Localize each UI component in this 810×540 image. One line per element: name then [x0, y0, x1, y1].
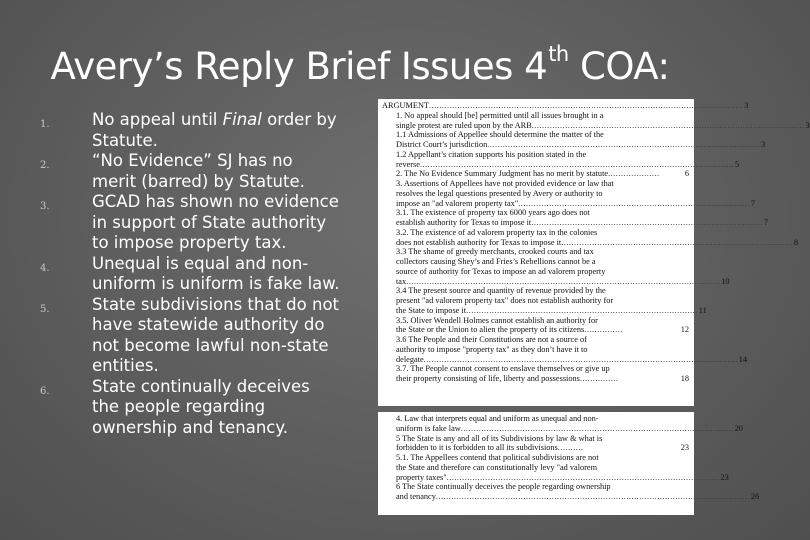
toc-entry-3: 3. Assertions of Appellees have not provided evidence or law that resolves the legal questions presented by Avery or authority to impose an "ad valorem property tax" .......................................................................................... 7: [396, 179, 756, 208]
toc-entry-3-1: 3.1. The existence of property tax 6000 years ago does not establish authority for Texas to impose it .......................................................................................... 7: [396, 208, 769, 227]
slide-title: [0, 42, 720, 88]
issue-number: 2.: [40, 160, 50, 171]
toc-entry-1-1: 1.1 Admissions of Appellee should determine the matter of the District Court’s jurisdiction .......................................................................................................... 3: [396, 130, 766, 149]
toc-entry-4: 4. Law that interprets equal and uniform as unequal and non- uniform is fake law .......................................................................................................... 20: [396, 414, 743, 433]
title-main: Avery’s Reply Brief Issues 4: [50, 45, 548, 88]
issue-item-6: [40, 377, 340, 439]
issues-list: [40, 110, 340, 438]
issue-number: 3.: [40, 201, 50, 212]
issue-item-3: [40, 192, 340, 254]
toc-entry-2: 2. The No Evidence Summary Judgment has no merit by statute .................... 6: [396, 169, 689, 179]
issue-text: State subdivisions that do not have statewide authority do not become lawful non-state entities.: [92, 294, 340, 375]
argument-toc-excerpt: [378, 99, 810, 406]
issue-item-1: [40, 110, 340, 151]
title-end: COA:: [568, 45, 670, 88]
title-superscript: th: [548, 42, 569, 66]
issue-item-5: [40, 295, 340, 377]
toc-entry-6: 6 The State continually deceives the people regarding ownership and tenancy .......................................................................................................................... 26: [396, 482, 760, 501]
issue-number: 5.: [40, 303, 50, 315]
toc-entry-3-6: 3.6 The People and their Constitutions are not a source of authority to impose "property tax" as they don’t have it to delegate .......................................................................................................................... 14: [396, 335, 747, 364]
issue-item-2: [40, 151, 340, 192]
issue-text: “No Evidence” SJ has no merit (barred) by Statute.: [92, 151, 305, 191]
toc-entry-3-2: 3.2. The existence of ad valorem property tax in the colonies does not establish authority for Texas to impose it .......................................................................................... 8: [396, 227, 799, 247]
issue-text: State continually deceives the people regarding ownership and tenancy.: [92, 376, 310, 437]
argument-toc-excerpt-continued: [378, 412, 760, 515]
issue-text: Unequal is equal and non-uniform is uniform is fake law.: [92, 253, 340, 293]
toc-header: ARGUMENT .......................................................................................................................... 3: [382, 101, 749, 110]
toc-entry-1-2: 1.2 Appellant’s citation supports his position stated in the reverse .......................................................................................................................... 5: [396, 149, 740, 169]
issue-text: order by Statute.: [92, 110, 337, 150]
toc-entry-3-4: 3.4 The present source and quantity of revenue provided by the present "ad valorem property tax" does not establish authority for the State to impose it .......................................................................................... 11: [396, 286, 707, 315]
issue-text: GCAD has shown no evidence in support of State authority to impose property tax.: [92, 192, 339, 252]
issue-number: 1.: [40, 119, 50, 130]
toc-entry-5-1: 5.1. The Appellees contend that political subdivisions are not the State and therefore can constitutionally levy "ad valorem property taxes" .......................................................................................................... 23: [396, 453, 729, 482]
toc-entry-3-3: 3.3 The shame of greedy merchants, crooked courts and tax collectors causing Shey’s and Fries’s Rebellions cannot be a source of authority for Texas to impose an ad valorem property tax .......................................................................................................................... 10: [396, 247, 730, 286]
issue-emphasis: Final: [222, 110, 262, 129]
issue-number: 4.: [40, 262, 50, 274]
issue-text: No appeal until: [92, 110, 223, 129]
toc-entry-3-5: 3.5. Oliver Wendell Holmes cannot establish an authority for the State or the Union to alien the property of its citizens ............... 12: [396, 315, 689, 335]
toc-entry-1: 1. No appeal should [be] permitted until all issues brought in a single protest are ruled upon by the ARB .......................................................................................................... 3: [396, 110, 810, 130]
toc-entry-3-7: 3.7. The People cannot consent to enslave themselves or give up their property consisting of life, liberty and possessions ............... 18: [396, 364, 689, 383]
issue-item-4: [40, 254, 340, 295]
toc-entry-5: 5 The State is any and all of its Subdivisions by law & what is forbidden to it is forbidden to all its subdivisions .......... 23: [396, 433, 689, 453]
issue-number: 6.: [40, 385, 50, 397]
